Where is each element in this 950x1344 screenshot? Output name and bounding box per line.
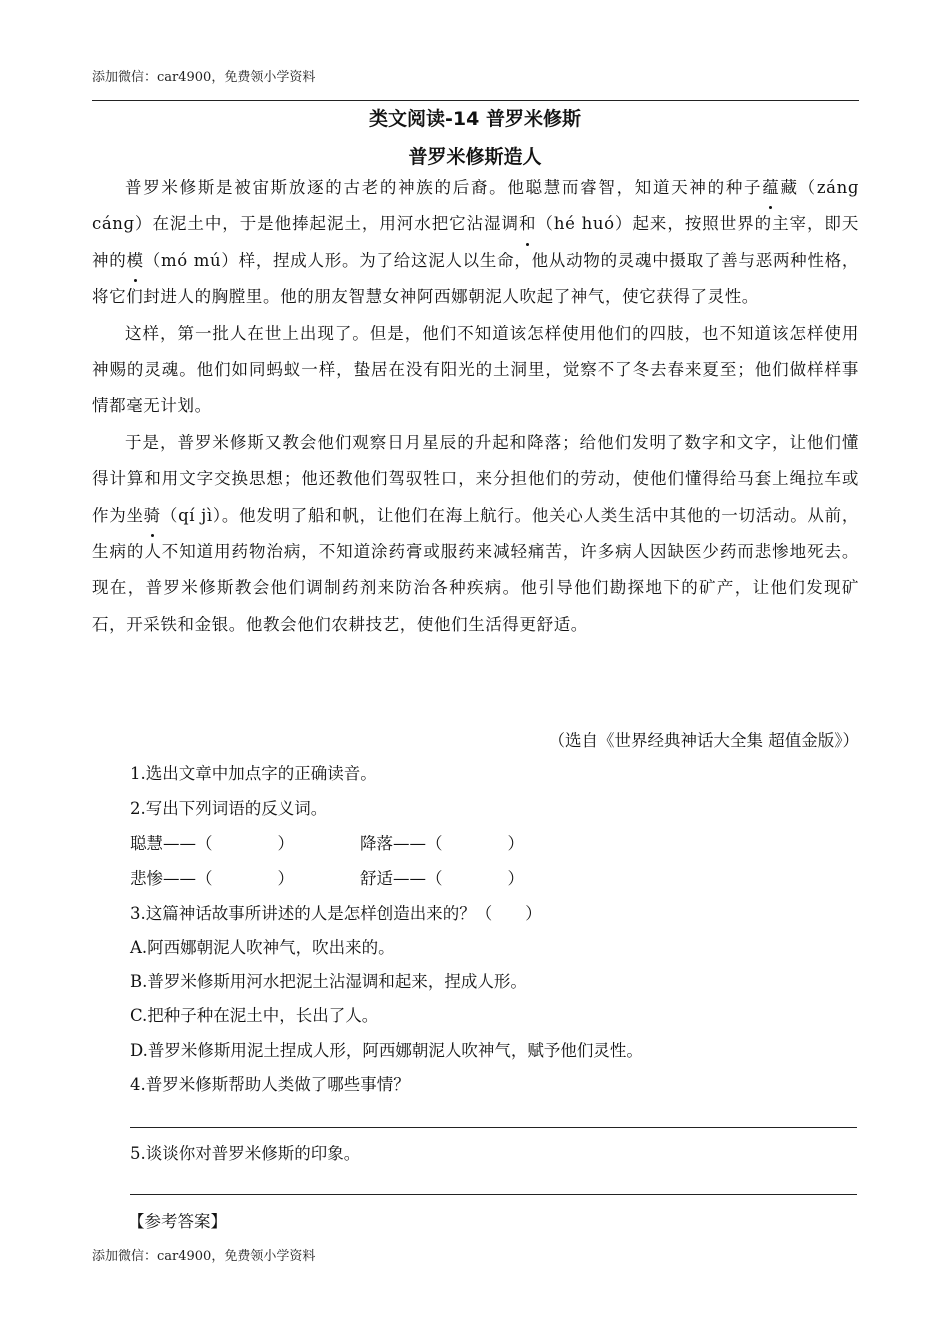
option-b[interactable]: B.普罗米修斯用河水把泥土沾湿调和起来，捏成人形。 [130, 972, 527, 991]
paragraph-2: 这样，第一批人在世上出现了。但是，他们不知道该怎样使用他们的四肢，也不知道该怎样使用神赐的灵魂。他们如同蚂蚁一样，蛰居在没有阳光的土洞里，觉察不了冬去春来夏至；他们做样样事情都毫无计划。 [92, 323, 859, 416]
passage [92, 170, 859, 643]
question-1: 1.选出文章中加点字的正确读音。 [130, 764, 377, 783]
question-2: 2.写出下列词语的反义词。 [130, 799, 328, 818]
antonym-row: 聪慧——（ ） 降落——（ ） [130, 834, 524, 853]
footer-watermark: 添加微信：car4900，免费领小学资料 [92, 1249, 316, 1264]
dotted-char: 蕴 [762, 170, 779, 206]
question-3: 3.这篇神话故事所讲述的人是怎样创造出来的？（ ） [130, 904, 542, 923]
source-citation: （选自《世界经典神话大全集 超值金版》） [548, 731, 859, 750]
paragraph-3: 于是，普罗米修斯又教会他们观察日月星辰的升起和降落；给他们发明了数字和文字，让他们懂得计算和用文字交换思想；他还教他们驾驭牲口，来分担他们的劳动，使他们懂得给马套上绳拉车或作为坐骑（qí jì）。他发明了船和帆，让他们在海上航行。他关心人类生活中其他的一切活动。从前，生病的人不知道用药物治病，不知道涂药膏或服药来减轻痛苦，许多病人因缺医少药而悲惨地死去。现在，普罗米修斯教会他们调制药剂来防治各种疾病。他引导他们勘探地下的矿产，让他们发现矿石，开采铁和金银。他教会他们农耕技艺，使他们生活得更舒适。 [92, 432, 859, 634]
answer-heading: 【参考答案】 [128, 1212, 227, 1231]
question-5: 5.谈谈你对普罗米修斯的印象。 [130, 1144, 361, 1163]
option-d[interactable]: D.普罗米修斯用泥土捏成人形，阿西娜朝泥人吹神气，赋予他们灵性。 [130, 1041, 643, 1060]
dotted-char: 和 [519, 206, 536, 242]
header-watermark: 添加微信：car4900，免费领小学资料 [92, 70, 316, 85]
antonym-row: 悲惨——（ ） 舒适——（ ） [130, 869, 524, 888]
dotted-char: 模 [126, 243, 143, 279]
series-title: 类文阅读-14 普罗米修斯 [369, 108, 581, 130]
header-divider [92, 100, 859, 101]
option-a[interactable]: A.阿西娜朝泥人吹神气，吹出来的。 [130, 938, 395, 957]
dotted-char: 骑 [144, 498, 161, 534]
paragraph-1: 普罗米修斯是被宙斯放逐的古老的神族的后裔。他聪慧而睿智，知道天神的种子蕴藏（zánɡ cánɡ）在泥土中，于是他捧起泥土，用河水把它沾湿调和（hé huó）起来，按照世界的主宰，即天神的模（mó mú）样，捏成人形。为了给这泥人以生命，他从动物的灵魂中摄取了善与恶两种性格，将它们封进人的胸膛里。他的朋友智慧女神阿西娜朝泥人吹起了神气，使它获得了灵性。 [92, 170, 859, 316]
answer-line[interactable] [130, 1194, 857, 1195]
answer-line[interactable] [130, 1127, 857, 1128]
option-c[interactable]: C.把种子种在泥土中，长出了人。 [130, 1006, 379, 1025]
question-4: 4.普罗米修斯帮助人类做了哪些事情？ [130, 1075, 410, 1094]
article-title: 普罗米修斯造人 [408, 146, 542, 168]
